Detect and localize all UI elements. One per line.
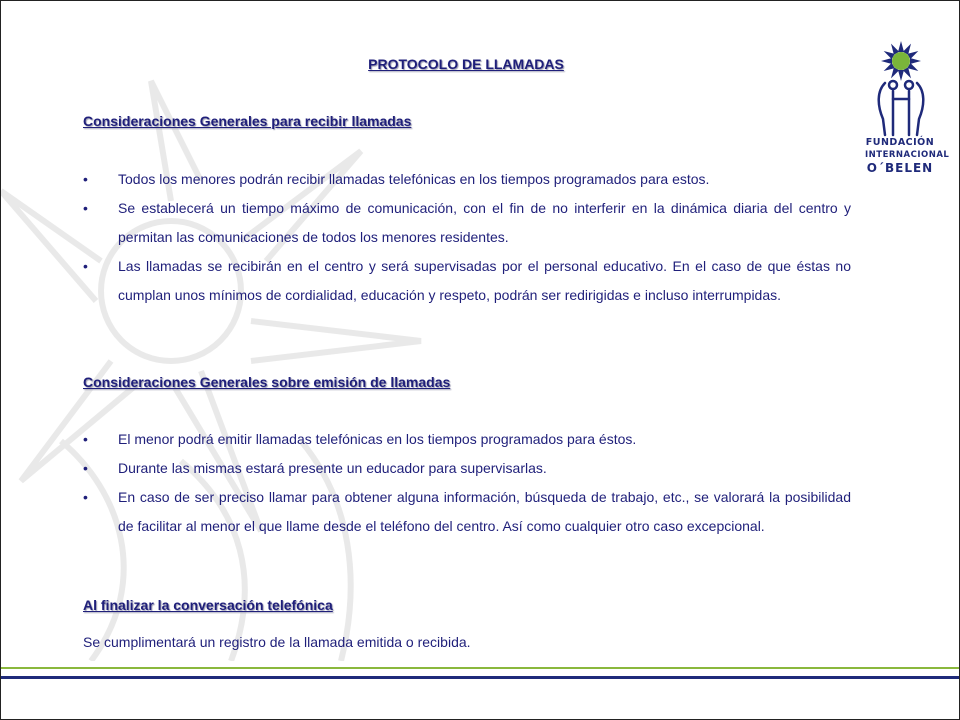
list-item: • En caso de ser preciso llamar para obtener alguna información, búsqueda de trabajo, etc., se valorará la posibilidad de facilitar al menor el que llame desde el teléfono del centro. Así como cualquier otro caso excepcional. bbox=[83, 483, 851, 541]
sun-watermark-icon bbox=[1, 61, 521, 661]
list-item: • Las llamadas se recibirán en el centro y será supervisadas por el personal educativo. En el caso de que éstas no cumplan unos mínimos de cordialidad, educación y respeto, podrán ser redirigidas e incluso interrumpidas. bbox=[83, 252, 851, 310]
logo-text-line3: O´BELEN bbox=[866, 161, 934, 175]
list-item: • Se establecerá un tiempo máximo de comunicación, con el fin de no interferir en la dinámica diaria del centro y permitan las comunicaciones de todos los menores residentes. bbox=[83, 194, 851, 252]
logo-text-line2: INTERNACIONAL bbox=[865, 150, 950, 160]
bullet: • bbox=[83, 431, 88, 447]
bullet: • bbox=[83, 171, 88, 187]
footer-rule-blue bbox=[1, 676, 959, 679]
section-heading-receive: Consideraciones Generales para recibir llamadas bbox=[83, 113, 412, 129]
section-heading-finish: Al finalizar la conversación telefónica bbox=[83, 597, 333, 613]
list-item: • El menor podrá emitir llamadas telefónicas en los tiempos programados para éstos. bbox=[83, 425, 851, 454]
list-item: • Durante las mismas estará presente un educador para supervisarlas. bbox=[83, 454, 851, 483]
footer-rule-green bbox=[1, 667, 959, 669]
emit-calls-list bbox=[83, 425, 851, 541]
bullet: • bbox=[83, 200, 88, 216]
bullet: • bbox=[83, 460, 88, 476]
document-title: PROTOCOLO DE LLAMADAS bbox=[368, 56, 564, 72]
receive-calls-list bbox=[83, 165, 851, 310]
section-heading-emit: Consideraciones Generales sobre emisión de llamadas bbox=[83, 374, 451, 390]
bullet: • bbox=[83, 489, 88, 505]
logo-text-line1: FUNDACIÓN bbox=[865, 137, 935, 148]
registro-paragraph: Se cumplimentará un registro de la llamada emitida o recibida. bbox=[83, 634, 471, 650]
list-item: • Todos los menores podrán recibir llamadas telefónicas en los tiempos programados para estos. bbox=[83, 165, 851, 194]
bullet: • bbox=[83, 258, 88, 274]
